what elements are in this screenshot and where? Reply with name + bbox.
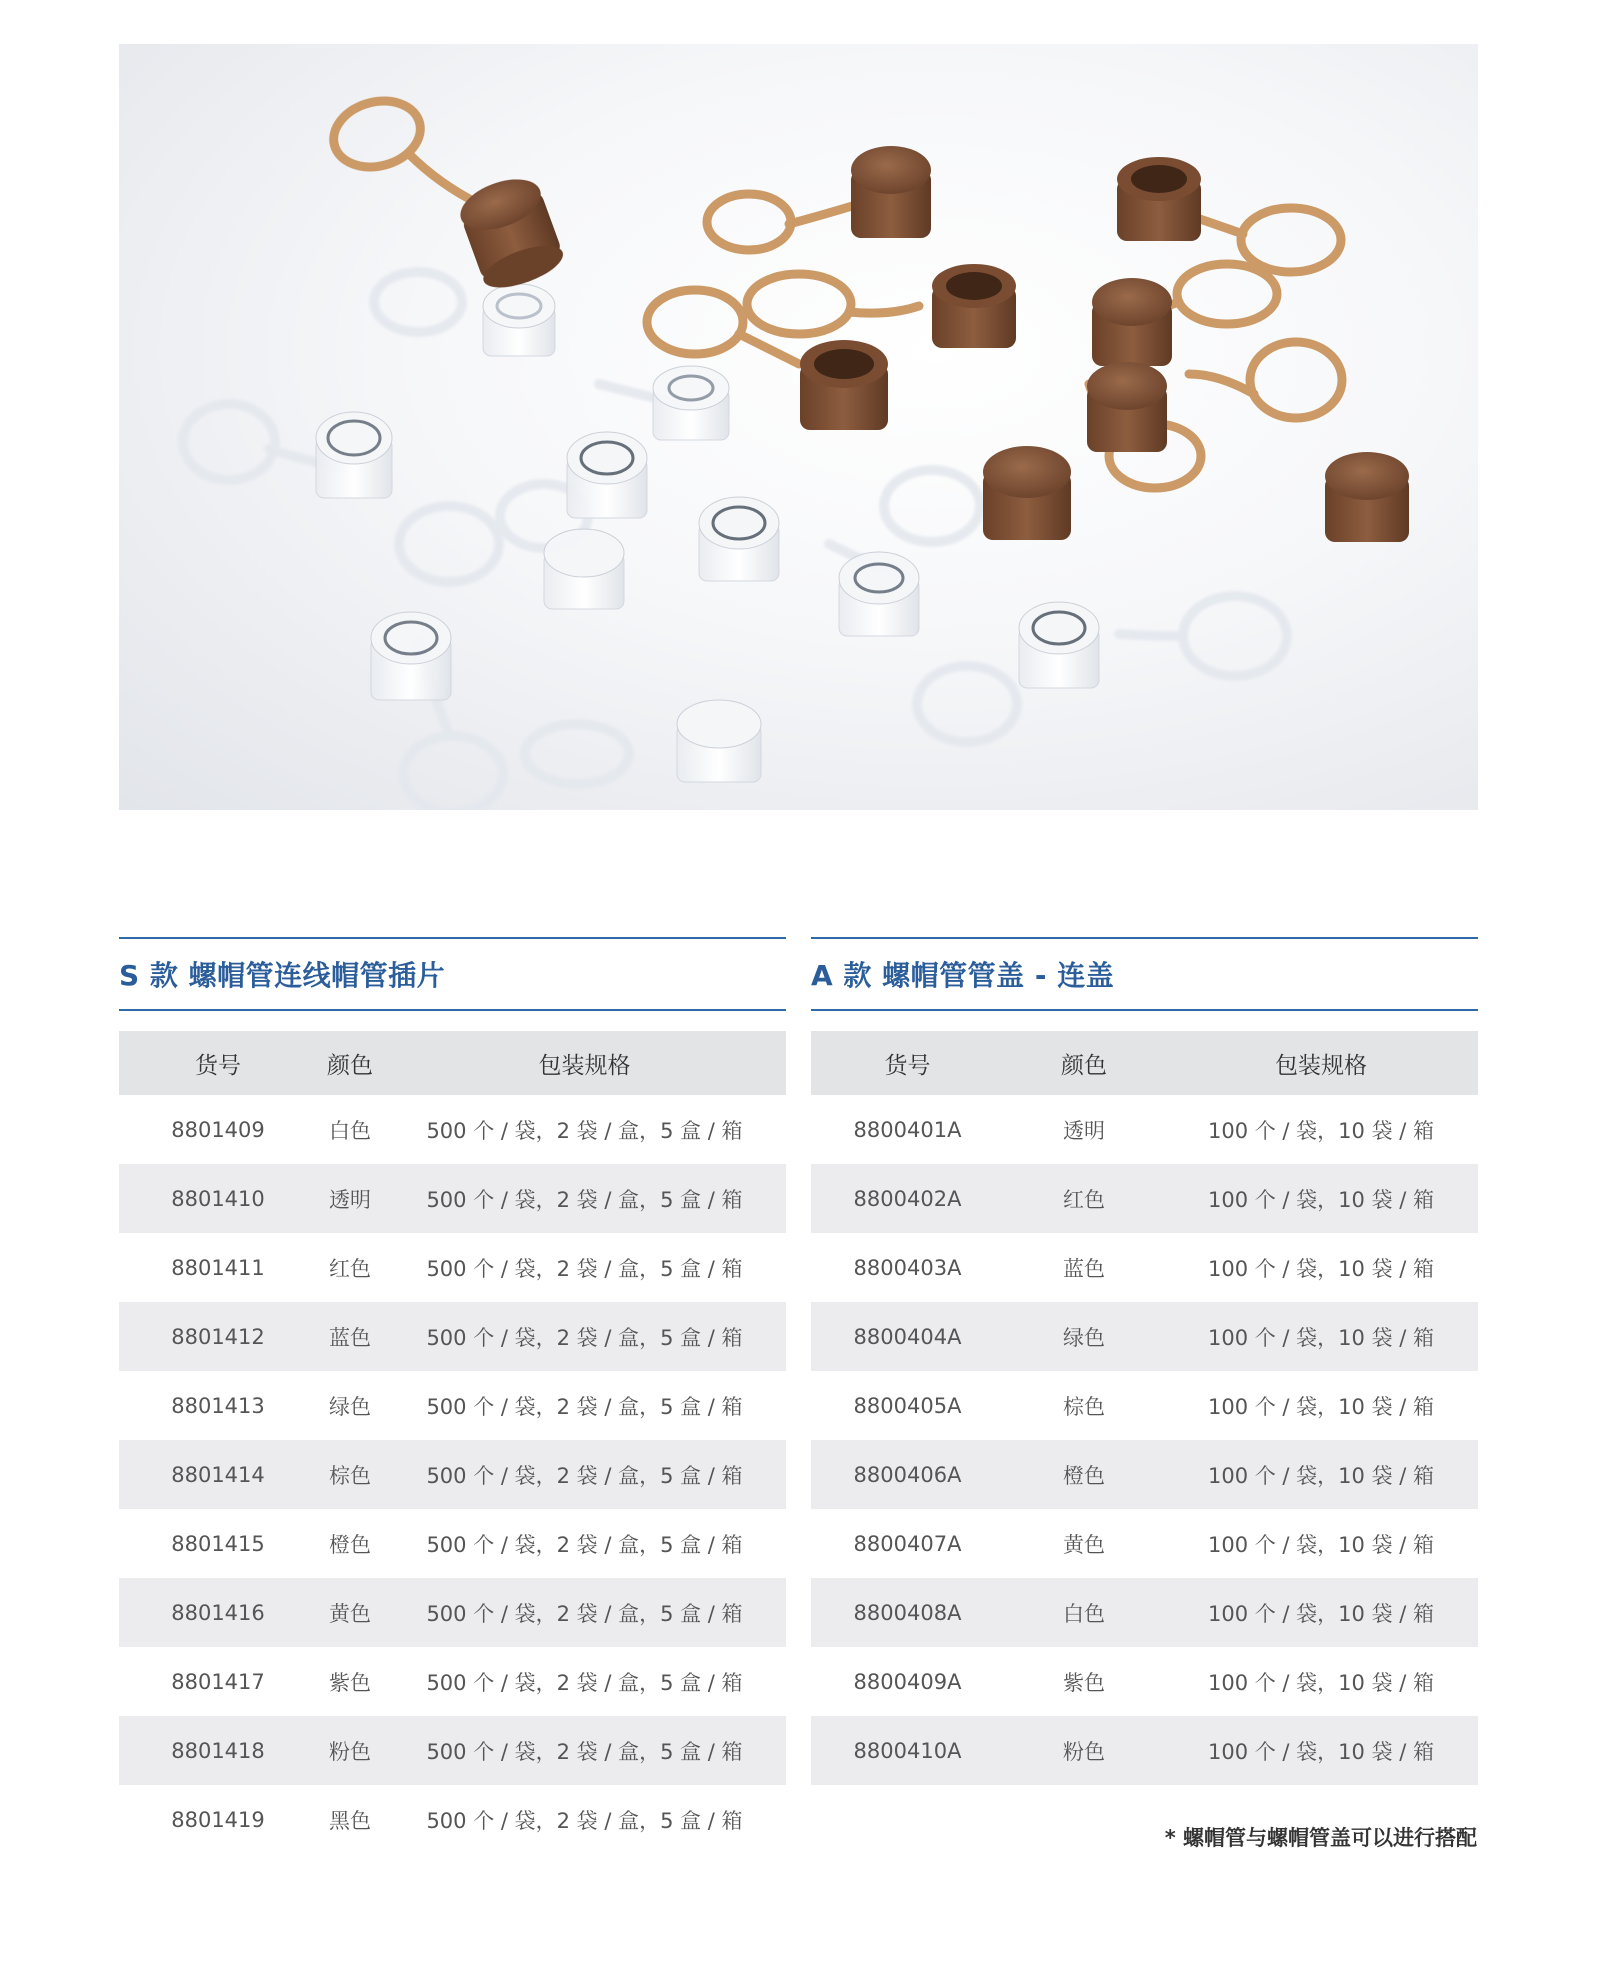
cell-packaging: 500 个 / 袋，2 袋 / 盒，5 盒 / 箱 bbox=[426, 1808, 743, 1833]
table-row bbox=[119, 1302, 786, 1371]
table-row bbox=[119, 1785, 786, 1854]
table-title: A 款 螺帽管管盖 - 连盖 bbox=[811, 937, 1478, 1011]
cell-color: 绿色 bbox=[1063, 1325, 1105, 1350]
table-row bbox=[811, 1716, 1478, 1785]
cell-packaging: 500 个 / 袋，2 袋 / 盒，5 盒 / 箱 bbox=[426, 1118, 743, 1143]
cell-packaging: 100 个 / 袋，10 袋 / 箱 bbox=[1207, 1187, 1434, 1212]
cell-color: 黄色 bbox=[329, 1601, 371, 1626]
header-packaging: 包装规格 bbox=[1275, 1052, 1367, 1079]
table-row bbox=[119, 1578, 786, 1647]
cell-item-no: 8801419 bbox=[171, 1807, 265, 1832]
cell-color: 橙色 bbox=[1063, 1463, 1105, 1488]
table-row bbox=[811, 1302, 1478, 1371]
cell-item-no: 8800402A bbox=[853, 1186, 962, 1211]
cell-color: 棕色 bbox=[1063, 1394, 1105, 1419]
cell-item-no: 8801417 bbox=[171, 1669, 265, 1694]
cell-color: 橙色 bbox=[329, 1532, 371, 1557]
table-row bbox=[811, 1647, 1478, 1716]
table-header-row bbox=[811, 1031, 1478, 1095]
cell-color: 蓝色 bbox=[1063, 1256, 1105, 1281]
cell-color: 透明 bbox=[1063, 1118, 1105, 1143]
cell-packaging: 500 个 / 袋，2 袋 / 盒，5 盒 / 箱 bbox=[426, 1325, 743, 1350]
cell-packaging: 100 个 / 袋，10 袋 / 箱 bbox=[1207, 1118, 1434, 1143]
cell-color: 红色 bbox=[1063, 1187, 1105, 1212]
cell-packaging: 500 个 / 袋，2 袋 / 盒，5 盒 / 箱 bbox=[426, 1739, 743, 1764]
cell-item-no: 8800405A bbox=[853, 1393, 962, 1418]
cell-item-no: 8800409A bbox=[853, 1669, 962, 1694]
cell-packaging: 100 个 / 袋，10 袋 / 箱 bbox=[1207, 1739, 1434, 1764]
table-row bbox=[811, 1509, 1478, 1578]
cell-item-no: 8801415 bbox=[171, 1531, 265, 1556]
table-row bbox=[119, 1647, 786, 1716]
table-row bbox=[119, 1509, 786, 1578]
header-packaging: 包装规格 bbox=[538, 1052, 631, 1079]
cell-packaging: 500 个 / 袋，2 袋 / 盒，5 盒 / 箱 bbox=[426, 1187, 743, 1212]
table-row bbox=[811, 1095, 1478, 1164]
cell-color: 粉色 bbox=[1063, 1739, 1105, 1764]
cell-color: 白色 bbox=[1063, 1601, 1105, 1626]
cell-packaging: 100 个 / 袋，10 袋 / 箱 bbox=[1207, 1601, 1434, 1626]
cell-color: 绿色 bbox=[329, 1394, 371, 1419]
cell-item-no: 8801414 bbox=[171, 1462, 265, 1487]
cell-color: 红色 bbox=[329, 1256, 371, 1281]
compatibility-footnote: * 螺帽管与螺帽管盖可以进行搭配 bbox=[1164, 1826, 1477, 1850]
cell-item-no: 8800407A bbox=[853, 1531, 962, 1556]
table-row bbox=[811, 1233, 1478, 1302]
table-row bbox=[811, 1578, 1478, 1647]
table-row bbox=[811, 1371, 1478, 1440]
header-color: 颜色 bbox=[1061, 1052, 1107, 1079]
cell-packaging: 500 个 / 袋，2 袋 / 盒，5 盒 / 箱 bbox=[426, 1394, 743, 1419]
cell-color: 蓝色 bbox=[329, 1325, 371, 1350]
cell-color: 棕色 bbox=[329, 1463, 371, 1488]
table-title: S 款 螺帽管连线帽管插片 bbox=[119, 937, 786, 1011]
screw-caps-illustration bbox=[119, 44, 1478, 810]
header-item-no: 货号 bbox=[195, 1052, 241, 1079]
cell-packaging: 500 个 / 袋，2 袋 / 盒，5 盒 / 箱 bbox=[426, 1532, 743, 1557]
cell-color: 黑色 bbox=[329, 1808, 371, 1833]
cell-color: 透明 bbox=[329, 1187, 371, 1212]
cell-item-no: 8801413 bbox=[171, 1393, 265, 1418]
cell-color: 紫色 bbox=[329, 1670, 371, 1695]
clear-caps bbox=[316, 284, 1099, 782]
header-color: 颜色 bbox=[327, 1052, 373, 1079]
cell-packaging: 500 个 / 袋，2 袋 / 盒，5 盒 / 箱 bbox=[426, 1256, 743, 1281]
table-row bbox=[119, 1440, 786, 1509]
cell-color: 紫色 bbox=[1063, 1670, 1105, 1695]
cell-item-no: 8801411 bbox=[171, 1255, 265, 1280]
cell-color: 粉色 bbox=[329, 1739, 371, 1764]
cell-item-no: 8801416 bbox=[171, 1600, 265, 1625]
table-row bbox=[119, 1095, 786, 1164]
cell-item-no: 8800401A bbox=[853, 1117, 962, 1142]
product-photo bbox=[119, 44, 1478, 810]
cell-packaging: 500 个 / 袋，2 袋 / 盒，5 盒 / 箱 bbox=[426, 1670, 743, 1695]
table-row bbox=[119, 1164, 786, 1233]
cell-item-no: 8800410A bbox=[853, 1738, 962, 1763]
cell-item-no: 8801409 bbox=[171, 1117, 265, 1142]
cell-item-no: 8800404A bbox=[853, 1324, 962, 1349]
cell-item-no: 8800403A bbox=[853, 1255, 962, 1280]
table-header-row bbox=[119, 1031, 786, 1095]
cell-item-no: 8801410 bbox=[171, 1186, 265, 1211]
s-series-table bbox=[119, 937, 786, 1854]
cell-color: 白色 bbox=[329, 1118, 371, 1143]
table-row bbox=[811, 1440, 1478, 1509]
a-series-table bbox=[811, 937, 1478, 1785]
cell-item-no: 8801412 bbox=[171, 1324, 265, 1349]
cell-item-no: 8800406A bbox=[853, 1462, 962, 1487]
cell-packaging: 100 个 / 袋，10 袋 / 箱 bbox=[1207, 1532, 1434, 1557]
table-row bbox=[119, 1233, 786, 1302]
cell-packaging: 500 个 / 袋，2 袋 / 盒，5 盒 / 箱 bbox=[426, 1601, 743, 1626]
table-row bbox=[119, 1716, 786, 1785]
header-item-no: 货号 bbox=[884, 1052, 931, 1079]
table-row bbox=[811, 1164, 1478, 1233]
cell-packaging: 100 个 / 袋，10 袋 / 箱 bbox=[1207, 1463, 1434, 1488]
cell-item-no: 8800408A bbox=[853, 1600, 962, 1625]
cell-packaging: 100 个 / 袋，10 袋 / 箱 bbox=[1207, 1325, 1434, 1350]
table-row bbox=[119, 1371, 786, 1440]
cell-color: 黄色 bbox=[1063, 1532, 1105, 1557]
cell-packaging: 100 个 / 袋，10 袋 / 箱 bbox=[1207, 1394, 1434, 1419]
cell-item-no: 8801418 bbox=[171, 1738, 265, 1763]
cell-packaging: 100 个 / 袋，10 袋 / 箱 bbox=[1207, 1670, 1434, 1695]
cell-packaging: 500 个 / 袋，2 袋 / 盒，5 盒 / 箱 bbox=[426, 1463, 743, 1488]
cell-packaging: 100 个 / 袋，10 袋 / 箱 bbox=[1207, 1256, 1434, 1281]
